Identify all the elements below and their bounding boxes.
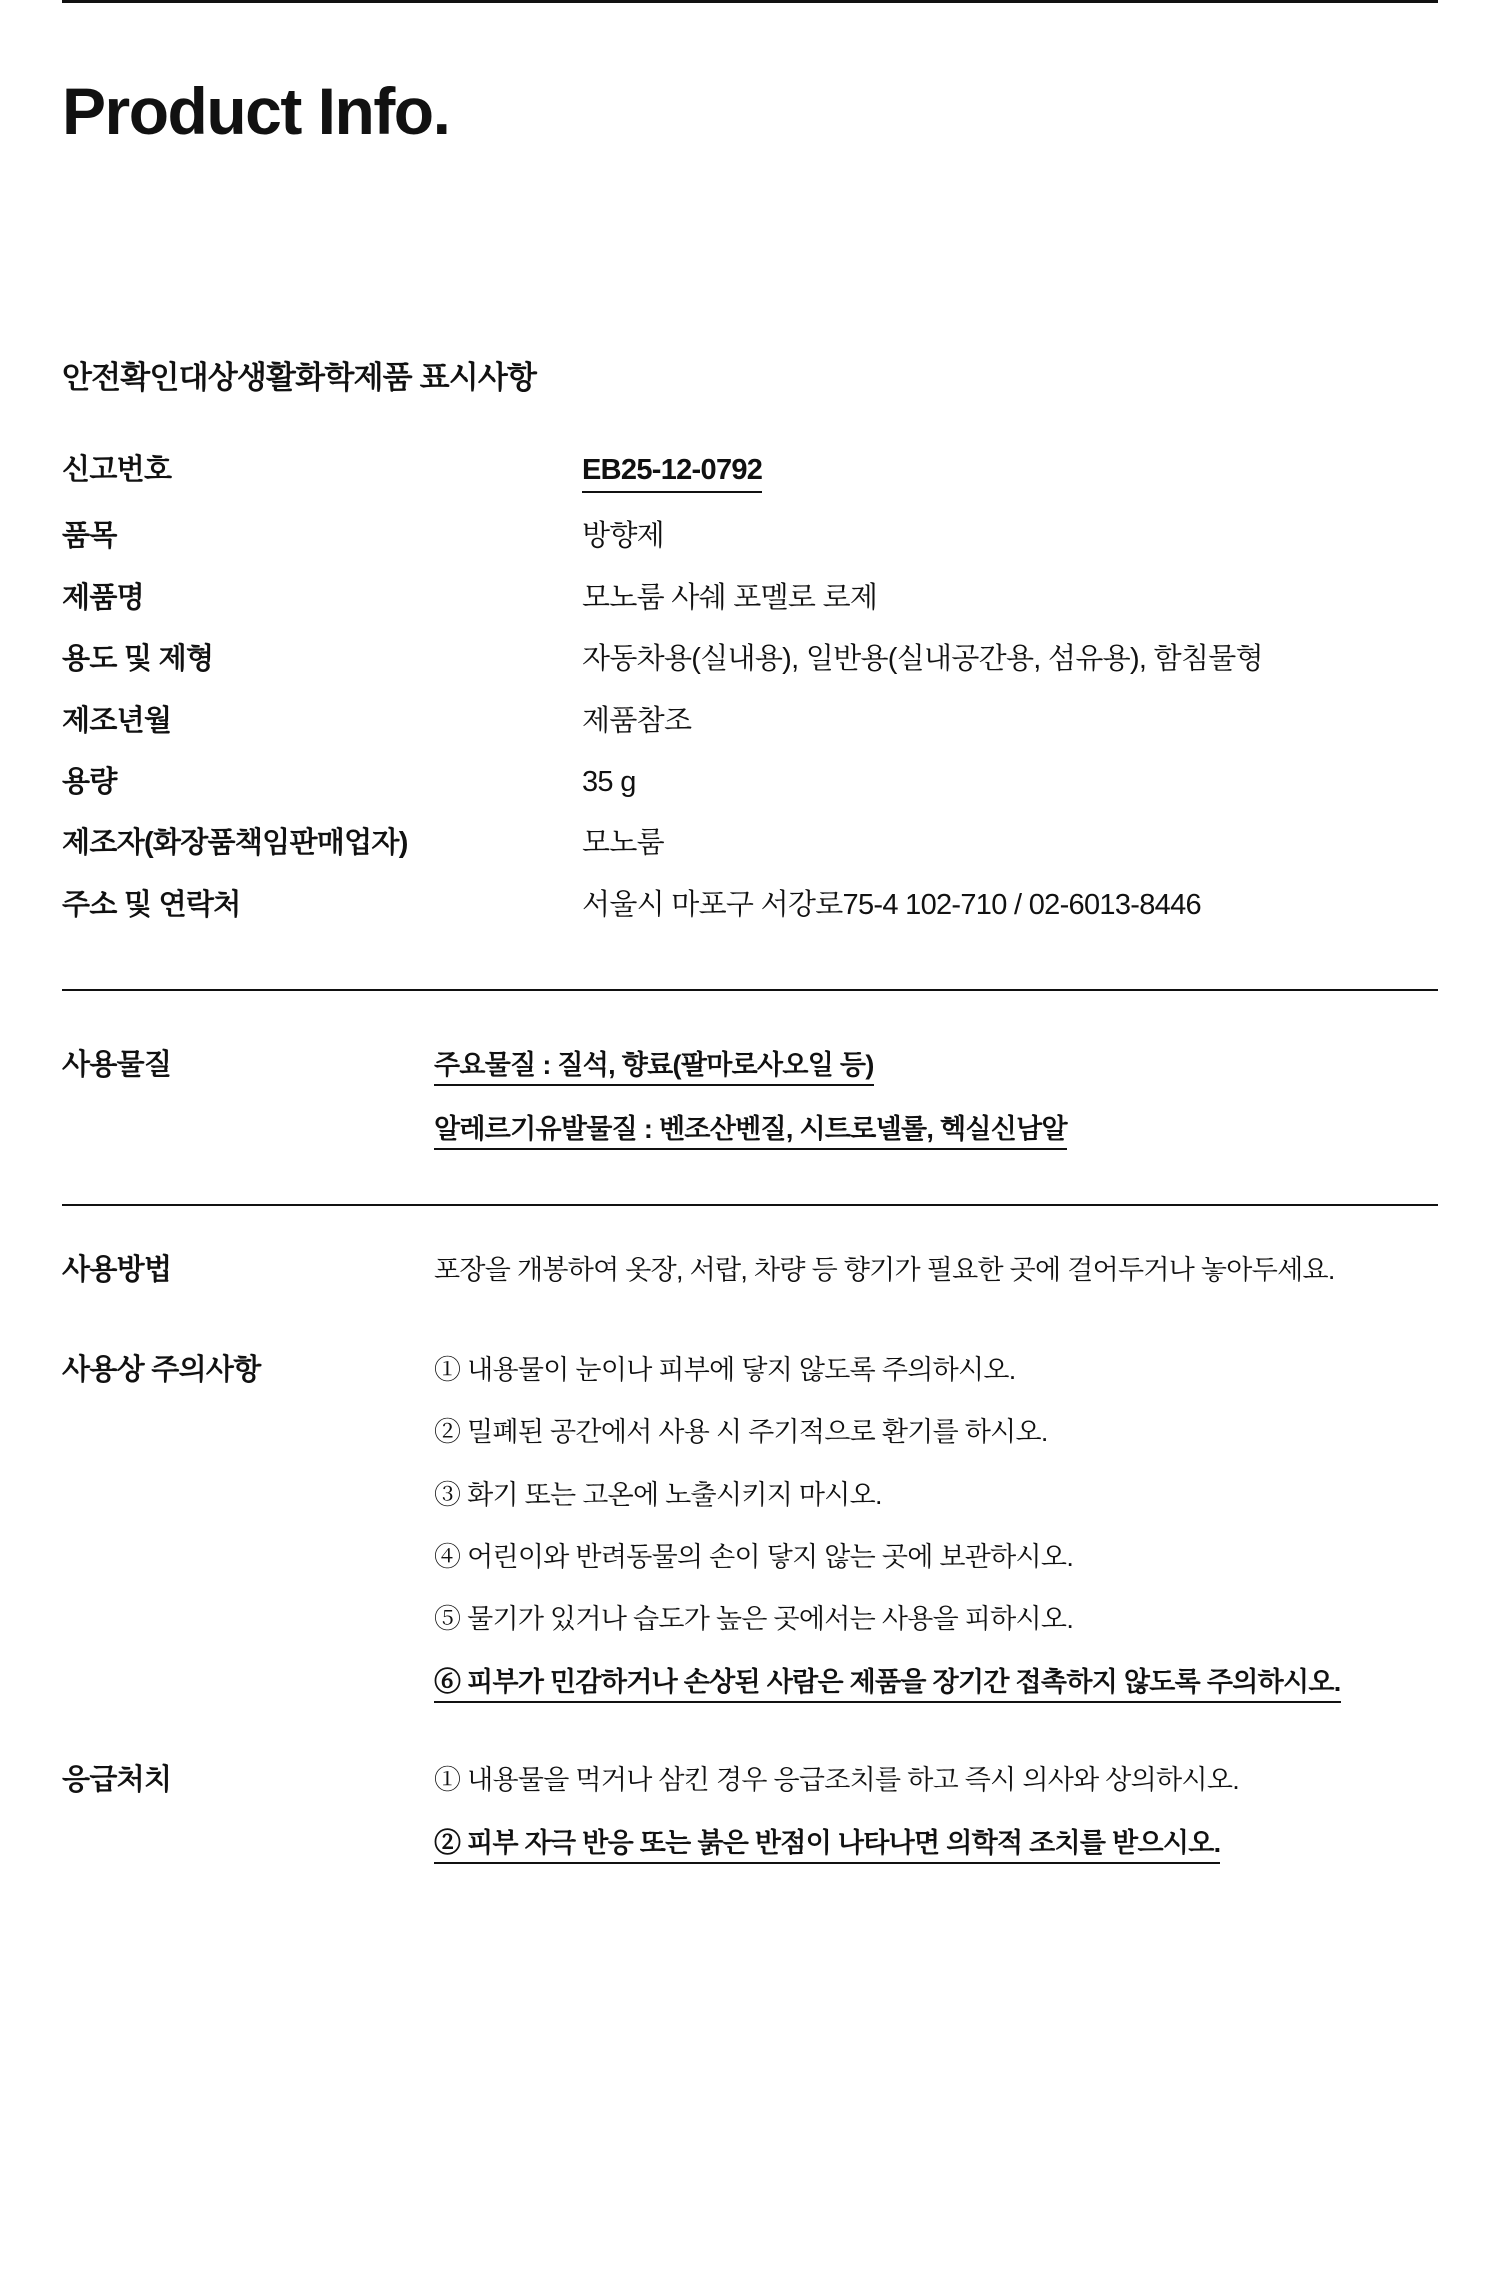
table-row xyxy=(62,765,1438,826)
list-item: ② 밀폐된 공간에서 사용 시 주기적으로 환기를 하시오. xyxy=(434,1417,1048,1448)
table-row xyxy=(62,826,1438,887)
cautions-label: 사용상 주의사항 xyxy=(62,1353,261,1386)
list-item xyxy=(434,1111,1438,1147)
list-item: ① 내용물이 눈이나 피부에 닿지 않도록 주의하시오. xyxy=(434,1354,1016,1385)
section-heading: 안전확인대상생활화학제품 표시사항 xyxy=(62,360,537,395)
list-item: ③ 화기 또는 고온에 노출시키지 마시오. xyxy=(434,1479,882,1510)
spec-label: 제품명 xyxy=(62,581,144,614)
spec-table xyxy=(62,453,1438,949)
spec-label: 신고번호 xyxy=(62,454,172,486)
first-aid-body xyxy=(434,1762,1438,1861)
table-row xyxy=(62,581,1438,642)
material-main: 주요물질 : 질석, 향료(팔마로사오일 등) xyxy=(434,1050,874,1086)
spec-value: 모노룸 사쉐 포멜로 로제 xyxy=(582,581,878,614)
spec-table-body xyxy=(62,453,1438,949)
materials-body xyxy=(434,1047,1438,1148)
spec-label: 제조년월 xyxy=(62,704,172,737)
spec-value: 서울시 마포구 서강로75-4 102-710 / 02-6013-8446 xyxy=(582,888,1201,921)
spec-value: 35 g xyxy=(582,765,636,798)
list-item: ⑤ 물기가 있거나 습도가 높은 곳에서는 사용을 피하시오. xyxy=(434,1604,1074,1635)
material-allergen: 알레르기유발물질 : 벤조산벤질, 시트로넬롤, 헥실신남알 xyxy=(434,1114,1067,1150)
spec-label: 제조자(화장품책임판매업자) xyxy=(62,827,408,860)
spec-value: 모노룸 xyxy=(582,827,664,860)
table-row xyxy=(62,519,1438,580)
section-divider-materials xyxy=(62,989,1438,991)
spec-value xyxy=(582,453,1438,519)
caution-emphasis: ⑥ 피부가 민감하거나 손상된 사람은 제품을 장기간 접촉하지 않도록 주의하시오. xyxy=(434,1667,1341,1703)
cautions-body xyxy=(434,1352,1438,1701)
table-row xyxy=(62,704,1438,765)
list-item: ④ 어린이와 반려동물의 손이 닿지 않는 곳에 보관하시오. xyxy=(434,1541,1074,1572)
spec-value: 방향제 xyxy=(582,520,664,553)
cautions-block xyxy=(62,1352,1438,1701)
first-aid-block xyxy=(62,1762,1438,1861)
spec-label: 품목 xyxy=(62,520,117,553)
materials-block xyxy=(62,1047,1438,1148)
table-row xyxy=(62,888,1438,949)
first-aid-emphasis: ② 피부 자극 반응 또는 붉은 반점이 나타나면 의학적 조치를 받으시오. xyxy=(434,1828,1220,1864)
page-title: Product Info. xyxy=(62,74,450,148)
table-row xyxy=(62,453,1438,519)
usage-text: 포장을 개봉하여 옷장, 서랍, 차량 등 향기가 필요한 곳에 걸어두거나 놓아두세요. xyxy=(434,1254,1335,1285)
spec-label: 주소 및 연락처 xyxy=(62,888,241,921)
spec-value: 자동차용(실내용), 일반용(실내공간용, 섬유용), 함침물형 xyxy=(582,643,1263,676)
list-item xyxy=(434,1664,1438,1700)
declaration-number: EB25-12-0792 xyxy=(582,453,762,493)
table-row xyxy=(62,642,1438,703)
top-divider xyxy=(62,0,1438,3)
first-aid-label: 응급처치 xyxy=(62,1764,172,1797)
spec-label: 용량 xyxy=(62,765,117,798)
list-item: ① 내용물을 먹거나 삼킨 경우 응급조치를 하고 즉시 의사와 상의하시오. xyxy=(434,1765,1240,1796)
list-item xyxy=(434,1047,1438,1083)
spec-label: 용도 및 제형 xyxy=(62,643,214,676)
usage-block xyxy=(62,1252,1438,1290)
section-divider-usage xyxy=(62,1204,1438,1206)
usage-label: 사용방법 xyxy=(62,1253,172,1286)
materials-label: 사용물질 xyxy=(62,1049,172,1081)
list-item xyxy=(434,1825,1438,1861)
spec-value: 제품참조 xyxy=(582,704,692,737)
